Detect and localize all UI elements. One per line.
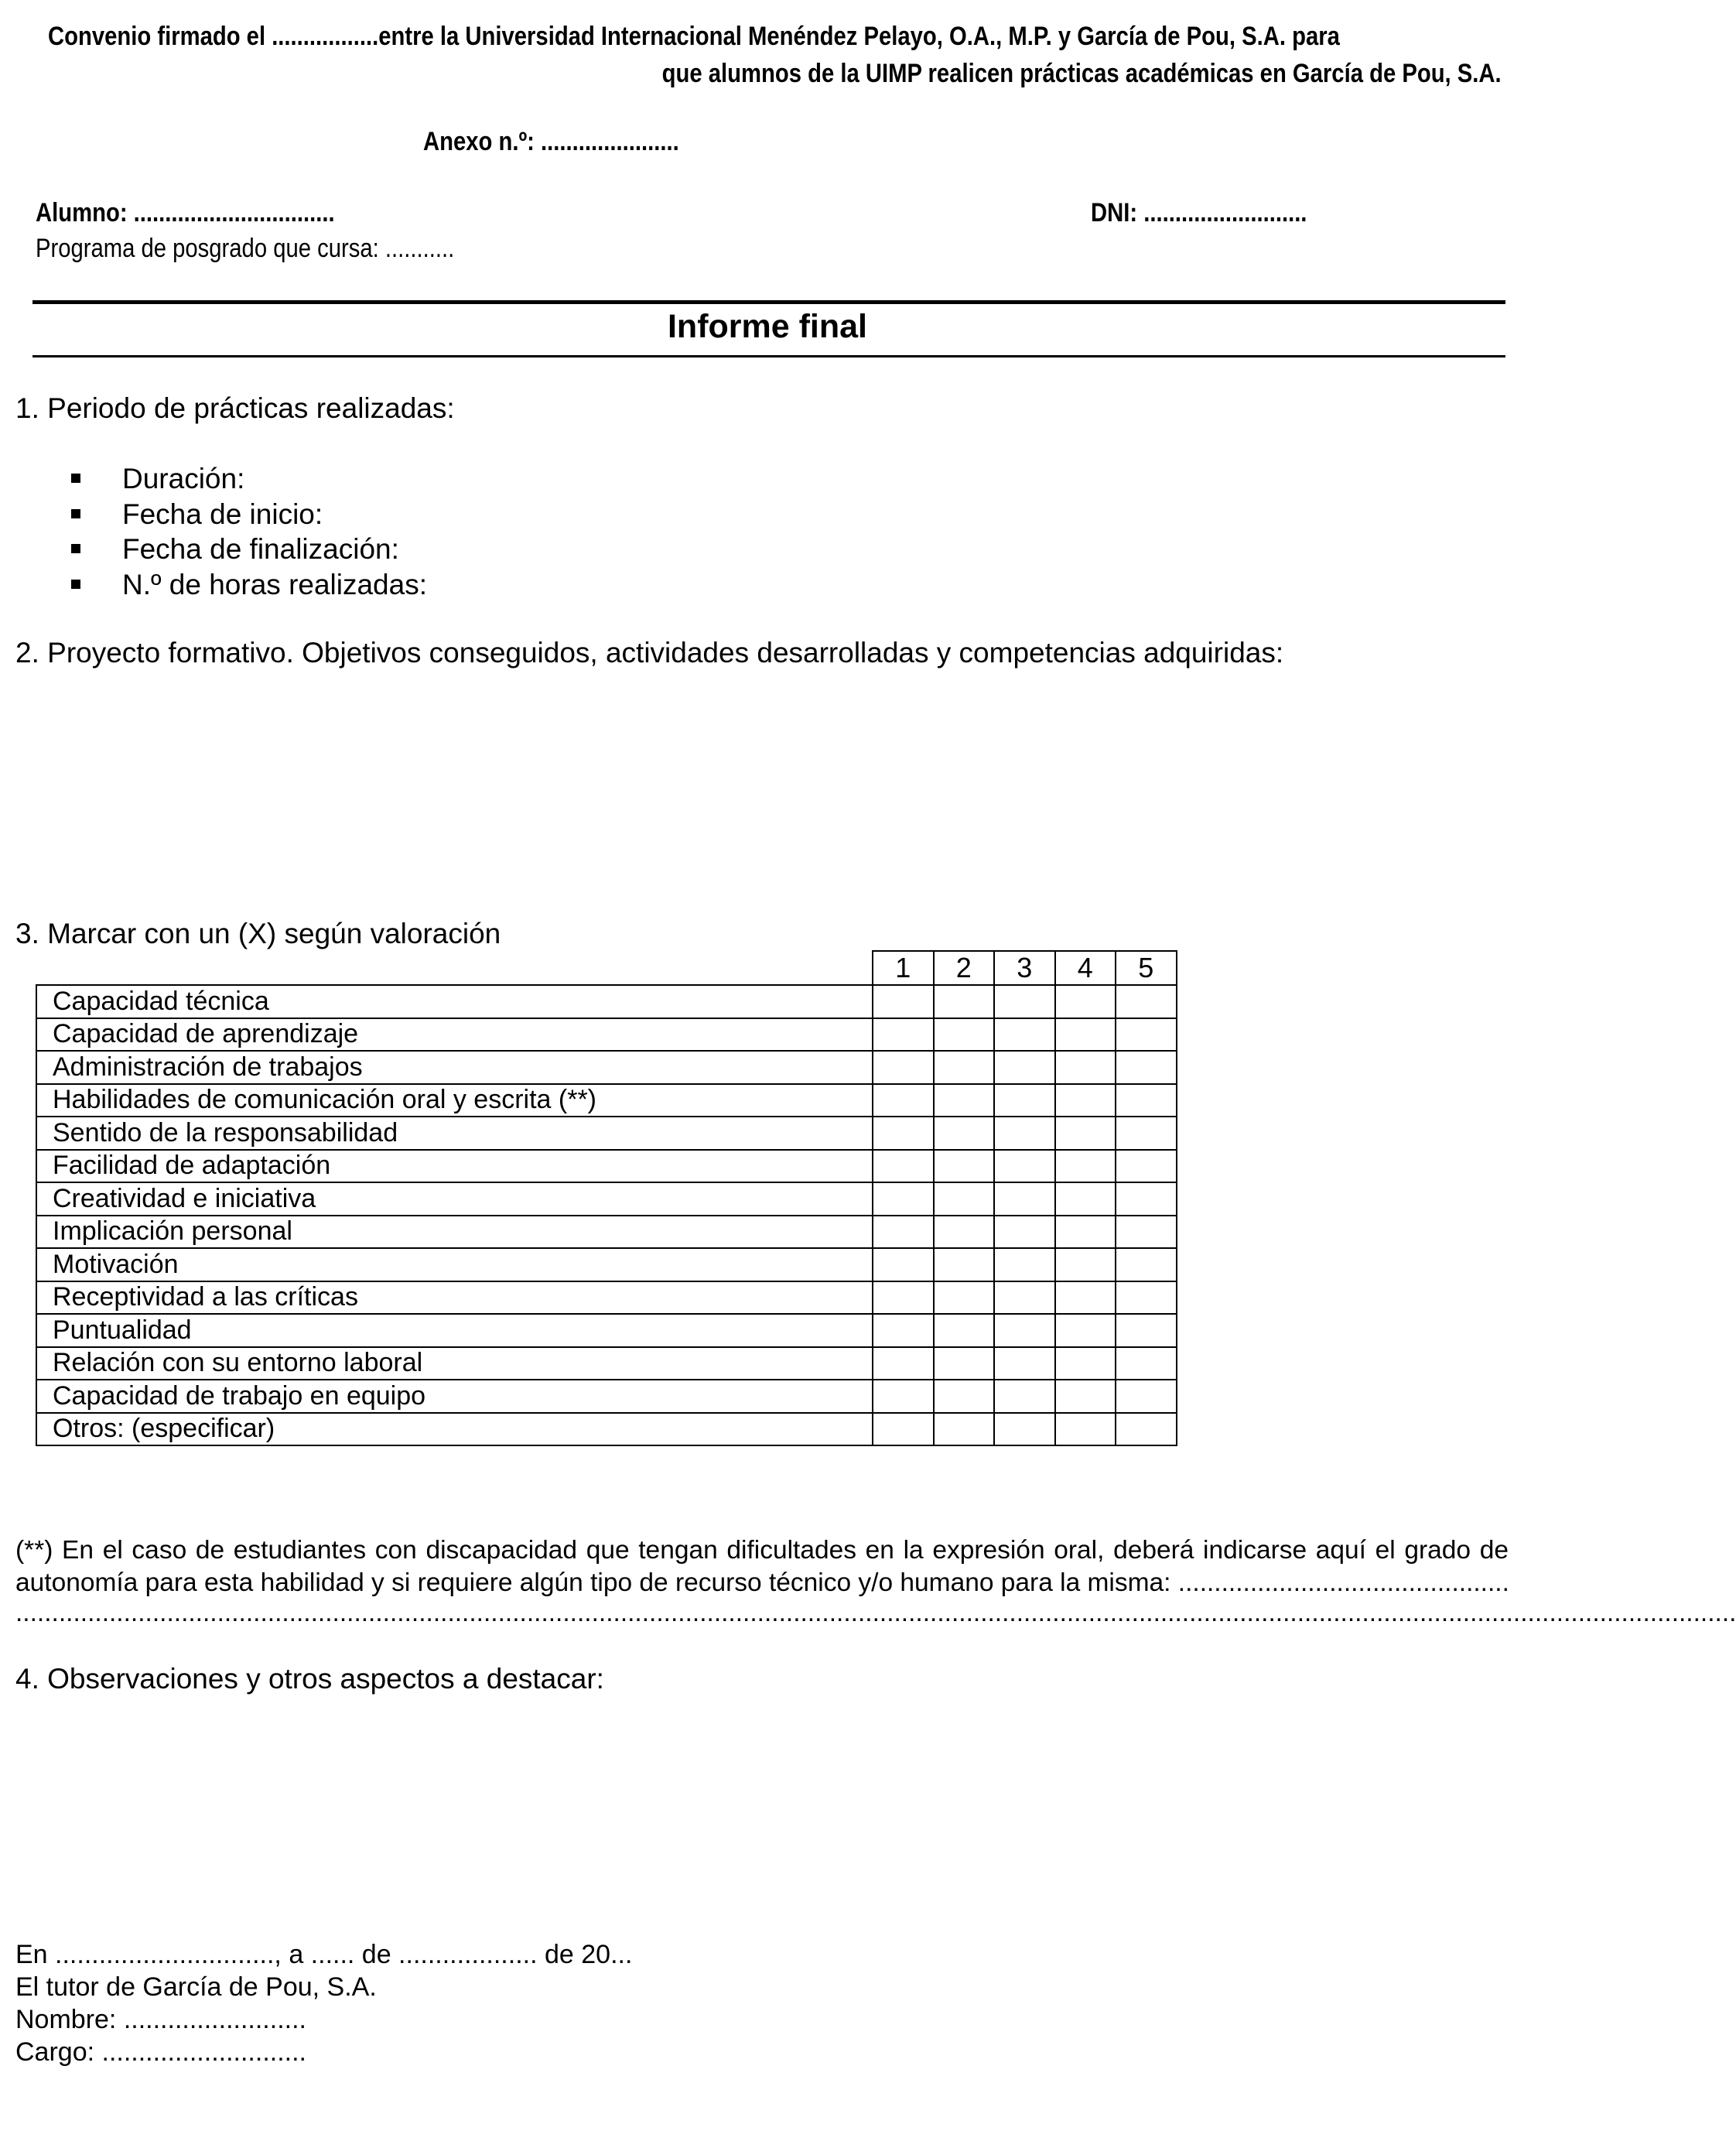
rating-checkbox-cell[interactable] bbox=[1116, 1018, 1177, 1052]
table-row bbox=[36, 1084, 1177, 1117]
square-bullet-icon bbox=[71, 580, 80, 589]
agreement-line-1: Convenio firmado el .................entre la Universidad Internacional Menéndez Pelayo, O.A., M.P. y García de Pou, S.A. para bbox=[48, 22, 1340, 51]
accessibility-note-line-2: autonomía para esta habilidad y si requiere algún tipo de recurso técnico y/o humano para la misma: .............................................. bbox=[15, 1568, 1509, 1597]
table-row bbox=[36, 1117, 1177, 1150]
table-row bbox=[36, 1281, 1177, 1315]
rating-checkbox-cell[interactable] bbox=[934, 1051, 995, 1084]
table-row bbox=[36, 1182, 1177, 1216]
table-row bbox=[36, 1051, 1177, 1084]
rating-checkbox-cell[interactable] bbox=[994, 1248, 1055, 1281]
criterion-label: Puntualidad bbox=[36, 1314, 873, 1347]
rating-checkbox-cell[interactable] bbox=[873, 1413, 934, 1446]
rating-checkbox-cell[interactable] bbox=[934, 1150, 995, 1183]
rating-checkbox-cell[interactable] bbox=[1055, 1347, 1116, 1380]
rating-checkbox-cell[interactable] bbox=[994, 1413, 1055, 1446]
table-row bbox=[36, 985, 1177, 1018]
rating-checkbox-cell[interactable] bbox=[934, 1380, 995, 1413]
rating-checkbox-cell[interactable] bbox=[994, 1117, 1055, 1150]
accessibility-note-line-1: (**) En el caso de estudiantes con discapacidad que tengan dificultades en la expresión oral, deberá indicarse aquí el grado de bbox=[15, 1536, 1509, 1565]
rating-checkbox-cell[interactable] bbox=[934, 1018, 995, 1052]
rating-checkbox-cell[interactable] bbox=[873, 1117, 934, 1150]
rating-checkbox-cell[interactable] bbox=[1116, 1150, 1177, 1183]
list-item-label: Fecha de finalización: bbox=[122, 533, 399, 565]
rating-checkbox-cell[interactable] bbox=[873, 1380, 934, 1413]
rating-checkbox-cell[interactable] bbox=[934, 1117, 995, 1150]
tutor-name-field: Nombre: ......................... bbox=[15, 2005, 306, 2034]
table-row bbox=[36, 1018, 1177, 1052]
list-item-label: N.º de horas realizadas: bbox=[122, 568, 427, 600]
rating-checkbox-cell[interactable] bbox=[873, 1018, 934, 1052]
rating-checkbox-cell[interactable] bbox=[1116, 1281, 1177, 1315]
rating-checkbox-cell[interactable] bbox=[873, 985, 934, 1018]
rating-checkbox-cell[interactable] bbox=[1116, 1117, 1177, 1150]
rating-checkbox-cell[interactable] bbox=[1116, 1248, 1177, 1281]
rating-checkbox-cell[interactable] bbox=[1055, 1413, 1116, 1446]
rating-checkbox-cell[interactable] bbox=[873, 1281, 934, 1315]
page-title: Informe final bbox=[667, 308, 868, 345]
rating-checkbox-cell[interactable] bbox=[934, 1314, 995, 1347]
rating-checkbox-cell[interactable] bbox=[994, 1150, 1055, 1183]
rating-checkbox-cell[interactable] bbox=[1116, 1314, 1177, 1347]
criterion-label: Receptividad a las críticas bbox=[36, 1281, 873, 1315]
rating-checkbox-cell[interactable] bbox=[1055, 1182, 1116, 1216]
criterion-label: Creatividad e iniciativa bbox=[36, 1182, 873, 1216]
blank-header-cell bbox=[36, 951, 873, 985]
rating-checkbox-cell[interactable] bbox=[934, 1216, 995, 1249]
rating-checkbox-cell[interactable] bbox=[1055, 1248, 1116, 1281]
rating-checkbox-cell[interactable] bbox=[994, 1380, 1055, 1413]
criterion-label: Relación con su entorno laboral bbox=[36, 1347, 873, 1380]
tutor-position-field: Cargo: ............................ bbox=[15, 2037, 306, 2067]
rating-checkbox-cell[interactable] bbox=[1055, 1018, 1116, 1052]
rating-checkbox-cell[interactable] bbox=[873, 1182, 934, 1216]
scale-header-1: 1 bbox=[873, 951, 934, 985]
rating-checkbox-cell[interactable] bbox=[1116, 1216, 1177, 1249]
square-bullet-icon bbox=[71, 474, 80, 483]
annex-number-field: Anexo n.º: ...................... bbox=[423, 127, 679, 156]
rating-checkbox-cell[interactable] bbox=[994, 1216, 1055, 1249]
program-field: Programa de posgrado que cursa: ........... bbox=[36, 234, 455, 263]
rating-checkbox-cell[interactable] bbox=[1055, 1216, 1116, 1249]
rating-checkbox-cell[interactable] bbox=[1055, 1117, 1116, 1150]
rating-checkbox-cell[interactable] bbox=[994, 985, 1055, 1018]
scale-header-2: 2 bbox=[934, 951, 995, 985]
list-item-label: Fecha de inicio: bbox=[122, 498, 323, 530]
rating-checkbox-cell[interactable] bbox=[1055, 1150, 1116, 1183]
rating-checkbox-cell[interactable] bbox=[1055, 1314, 1116, 1347]
rating-checkbox-cell[interactable] bbox=[994, 1084, 1055, 1117]
rating-checkbox-cell[interactable] bbox=[873, 1347, 934, 1380]
rating-table-body bbox=[36, 985, 1177, 1445]
rating-checkbox-cell[interactable] bbox=[1116, 1084, 1177, 1117]
table-row bbox=[36, 1347, 1177, 1380]
rating-checkbox-cell[interactable] bbox=[1055, 1051, 1116, 1084]
list-item-label: Duración: bbox=[122, 463, 245, 494]
criterion-label: Capacidad de aprendizaje bbox=[36, 1018, 873, 1052]
rating-checkbox-cell[interactable] bbox=[1116, 1413, 1177, 1446]
criterion-label: Implicación personal bbox=[36, 1216, 873, 1249]
tutor-line: El tutor de García de Pou, S.A. bbox=[15, 1972, 377, 2002]
scale-header-5: 5 bbox=[1116, 951, 1177, 985]
dni-field: DNI: .......................... bbox=[1091, 198, 1307, 227]
rating-checkbox-cell[interactable] bbox=[934, 1281, 995, 1315]
rating-checkbox-cell[interactable] bbox=[994, 1182, 1055, 1216]
student-field: Alumno: ................................ bbox=[36, 198, 335, 227]
rating-checkbox-cell[interactable] bbox=[873, 1150, 934, 1183]
rating-checkbox-cell[interactable] bbox=[873, 1051, 934, 1084]
table-row bbox=[36, 1314, 1177, 1347]
title-bottom-rule bbox=[32, 355, 1505, 357]
place-date-line: En .............................., a ...... de ................... de 20... bbox=[15, 1940, 633, 1969]
square-bullet-icon bbox=[71, 544, 80, 553]
scale-header-4: 4 bbox=[1055, 951, 1116, 985]
rating-checkbox-cell[interactable] bbox=[873, 1216, 934, 1249]
rating-checkbox-cell[interactable] bbox=[934, 1248, 995, 1281]
rating-checkbox-cell[interactable] bbox=[1116, 1182, 1177, 1216]
section-1-heading: 1. Periodo de prácticas realizadas: bbox=[15, 392, 455, 424]
square-bullet-icon bbox=[71, 509, 80, 518]
accessibility-note-line-3: ............................................................................................................................................................................................................................................... bbox=[15, 1599, 1736, 1627]
table-row bbox=[36, 1413, 1177, 1446]
rating-checkbox-cell[interactable] bbox=[934, 1182, 995, 1216]
criterion-label: Administración de trabajos bbox=[36, 1051, 873, 1084]
rating-checkbox-cell[interactable] bbox=[934, 1347, 995, 1380]
rating-checkbox-cell[interactable] bbox=[873, 1084, 934, 1117]
rating-checkbox-cell[interactable] bbox=[1055, 985, 1116, 1018]
section-4-heading: 4. Observaciones y otros aspectos a destacar: bbox=[15, 1663, 604, 1695]
rating-table bbox=[36, 950, 1177, 1446]
rating-checkbox-cell[interactable] bbox=[873, 1248, 934, 1281]
rating-checkbox-cell[interactable] bbox=[994, 1018, 1055, 1052]
rating-checkbox-cell[interactable] bbox=[934, 985, 995, 1018]
rating-checkbox-cell[interactable] bbox=[1055, 1281, 1116, 1315]
rating-checkbox-cell[interactable] bbox=[1116, 1380, 1177, 1413]
agreement-line-2: que alumnos de la UIMP realicen prácticas académicas en García de Pou, S.A. bbox=[661, 59, 1502, 88]
rating-checkbox-cell[interactable] bbox=[1116, 1051, 1177, 1084]
rating-checkbox-cell[interactable] bbox=[1116, 985, 1177, 1018]
table-row bbox=[36, 1248, 1177, 1281]
rating-checkbox-cell[interactable] bbox=[934, 1413, 995, 1446]
rating-checkbox-cell[interactable] bbox=[934, 1084, 995, 1117]
criterion-label: Motivación bbox=[36, 1248, 873, 1281]
rating-scale-row bbox=[36, 951, 1177, 985]
title-top-rule bbox=[32, 300, 1505, 304]
rating-checkbox-cell[interactable] bbox=[994, 1347, 1055, 1380]
scale-header-3: 3 bbox=[994, 951, 1055, 985]
section-2-heading: 2. Proyecto formativo. Objetivos conseguidos, actividades desarrolladas y competencias adquiridas: bbox=[15, 637, 1284, 669]
criterion-label: Facilidad de adaptación bbox=[36, 1150, 873, 1183]
rating-checkbox-cell[interactable] bbox=[1055, 1380, 1116, 1413]
table-row bbox=[36, 1216, 1177, 1249]
section-3-heading: 3. Marcar con un (X) según valoración bbox=[15, 918, 501, 949]
rating-checkbox-cell[interactable] bbox=[873, 1314, 934, 1347]
rating-checkbox-cell[interactable] bbox=[994, 1281, 1055, 1315]
rating-checkbox-cell[interactable] bbox=[1116, 1347, 1177, 1380]
rating-checkbox-cell[interactable] bbox=[994, 1314, 1055, 1347]
criterion-label: Capacidad de trabajo en equipo bbox=[36, 1380, 873, 1413]
table-row bbox=[36, 1380, 1177, 1413]
table-row bbox=[36, 1150, 1177, 1183]
criterion-label: Otros: (especificar) bbox=[36, 1413, 873, 1446]
rating-checkbox-cell[interactable] bbox=[994, 1051, 1055, 1084]
criterion-label: Sentido de la responsabilidad bbox=[36, 1117, 873, 1150]
criterion-label: Capacidad técnica bbox=[36, 985, 873, 1018]
criterion-label: Habilidades de comunicación oral y escrita (**) bbox=[36, 1084, 873, 1117]
rating-checkbox-cell[interactable] bbox=[1055, 1084, 1116, 1117]
